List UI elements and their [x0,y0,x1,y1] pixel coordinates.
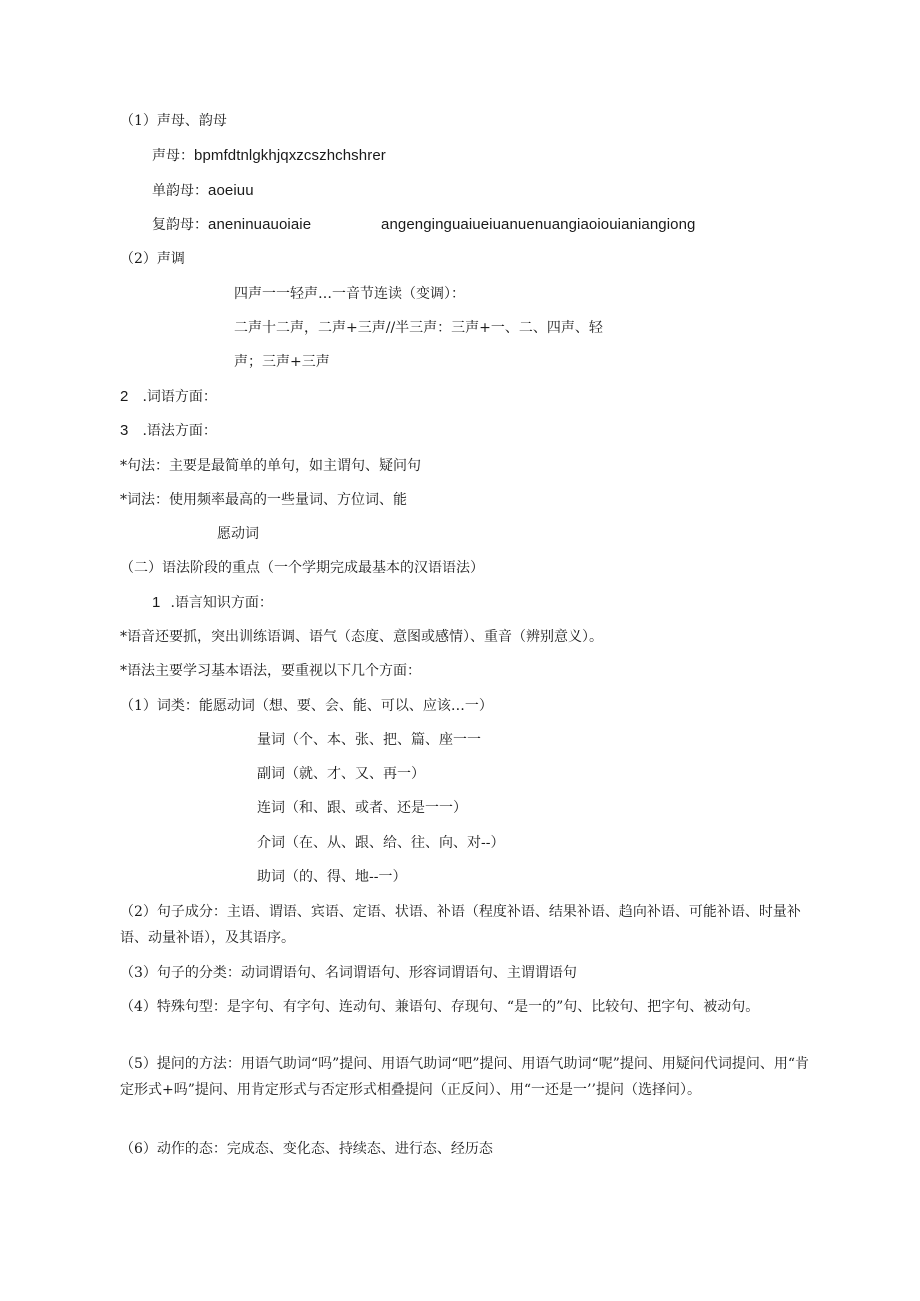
heading-initials-finals: （1）声母、韵母 [120,113,227,129]
adverbs-line: 副词（就、才、又、再一） [257,766,425,782]
sentence-components-paragraph: （2）句子成分：主语、谓语、宾语、定语、状语、补语（程度补语、结果补语、趋向补语、可能补语、时量补语、动量补语），及其语序。 [120,904,801,946]
prepositions-line: 介词（在、从、跟、给、往、向、对--） [257,835,505,851]
word-class-line: （1）词类：能愿动词（想、要、会、能、可以、应该…一） [120,698,493,714]
compound-finals-line [152,215,311,235]
heading-language-knowledge-number: 1 [152,594,161,611]
simple-finals-label: 单韵母： [152,183,208,199]
heading-grammar-number: 3 [120,422,129,439]
aspect-paragraph: （6）动作的态：完成态、变化态、持续态、进行态、经历态 [120,1141,493,1157]
heading-grammar [120,421,217,441]
tones-line-3: 声；三声+三声 [234,354,330,370]
section-grammar-stage: （二）语法阶段的重点（一个学期完成最基本的汉语语法） [120,560,484,576]
compound-finals-label: 复韵母： [152,217,208,233]
simple-finals-line [152,181,254,201]
question-methods-paragraph: （5）提问的方法：用语气助词“吗”提问、用语气助词“吧”提问、用语气助词“呢”提问、用疑问代词提问、用“肯定形式+吗”提问、用肯定形式与否定形式相叠提问（正反问）、用“一还是一’’提问（选择问）。 [120,1056,810,1098]
initials-line [152,146,386,166]
heading-grammar-text: .语法方面： [142,423,217,439]
tones-line-2: 二声十二声，二声+三声//半三声：三声+一、二、四声、轻 [234,320,603,336]
conjunctions-line: 连词（和、跟、或者、还是一一） [257,800,467,816]
morphology-line-cont: 愿动词 [217,526,259,542]
compound-finals-value-a: aneninuauoiaie [208,216,312,233]
measure-words-line: 量词（个、本、张、把、篇、座一一 [257,732,481,748]
grammar-intro-line: *语法主要学习基本语法，要重视以下几个方面： [120,663,421,679]
initials-value: bpmfdtnlgkhjqxzcszhchshrer [194,147,386,164]
compound-finals-value-b: angenginguaiueiuanuenuangiaoiouianiangiong [381,216,696,233]
morphology-line: *词法：使用频率最高的一些量词、方位词、能 [120,492,407,508]
heading-vocabulary [120,387,217,407]
special-sentences-paragraph: （4）特殊句型：是字句、有字句、连动句、兼语句、存现句、“是一的”句、比较句、把字句、被动句。 [120,999,760,1015]
heading-language-knowledge [152,593,273,613]
tones-line-1: 四声一一轻声…一音节连读（变调）： [234,286,465,302]
initials-label: 声母： [152,148,194,164]
heading-language-knowledge-text: .语言知识方面： [170,595,273,611]
heading-vocabulary-number: 2 [120,388,129,405]
simple-finals-value: aoeiuu [208,182,254,199]
phonetics-line: *语音还要抓，突出训练语调、语气（态度、意图或感情）、重音（辨别意义）。 [120,629,603,645]
syntax-line: *句法：主要是最简单的单句，如主谓句、疑问句 [120,458,421,474]
heading-vocabulary-text: .词语方面： [142,389,217,405]
sentence-classification-paragraph: （3）句子的分类：动词谓语句、名词谓语句、形容词谓语句、主谓谓语句 [120,965,577,981]
particles-line: 助词（的、得、地--一） [257,869,407,885]
heading-tones: （2）声调 [120,251,185,267]
